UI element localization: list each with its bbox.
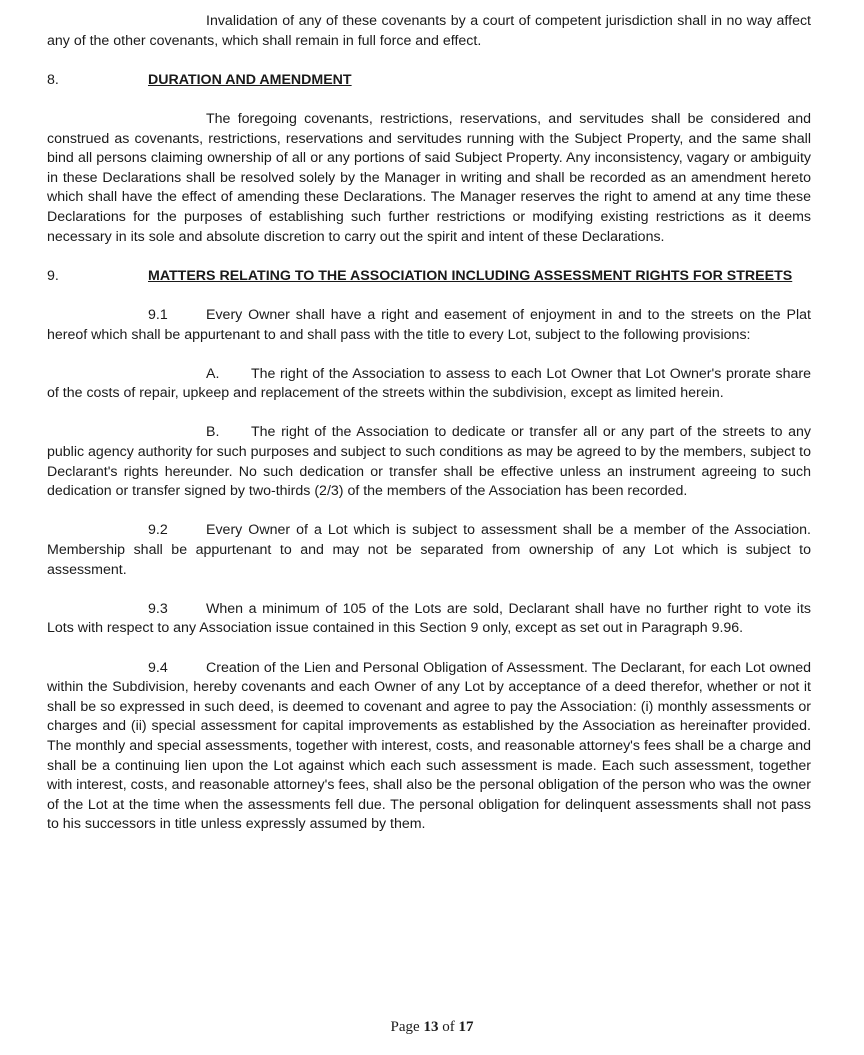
- paragraph-9-1: 9.1 Every Owner shall have a right and easement of enjoyment in and to the streets on the Plat hereof which shall be appurtenant to and shall pass with the title to every Lot, subject to the following provisions:: [47, 306, 811, 343]
- section-9-heading: [47, 267, 811, 287]
- paragraph-9-3: 9.3 When a minimum of 105 of the Lots are sold, Declarant shall have no further right to vote its Lots with respect to any Association issue contained in this Section 9 only, except as set out in Paragraph 9.96.: [47, 600, 811, 637]
- section-8-number: 8.: [47, 71, 59, 88]
- paragraph-9-1-number: 9.1: [148, 306, 168, 323]
- paragraph-9-1-a: A. The right of the Association to assess to each Lot Owner that Lot Owner's prorate share of the costs of repair, upkeep and replacement of the streets within the subdivision, except as limited herein.: [47, 365, 811, 402]
- current-page-number: 13: [423, 1019, 439, 1035]
- section-9-title: MATTERS RELATING TO THE ASSOCIATION INCLUDING ASSESSMENT RIGHTS FOR STREETS: [148, 267, 793, 284]
- paragraph-9-1-b: B. The right of the Association to dedicate or transfer all or any part of the streets to any public agency authority for such purposes and subject to such conditions as may be agreed to by the members, subject to Declarant's rights hereunder. No such dedication or transfer shall be effective unless an instrument agreeing to such dedication or transfer signed by two-thirds (2/3) of the members of the Association has been recorded.: [47, 424, 811, 500]
- paragraph-9-2: 9.2 Every Owner of a Lot which is subject to assessment shall be a member of the Association. Membership shall be appurtenant to and may not be separated from ownership of any Lot which is subject to assessment.: [47, 522, 811, 578]
- paragraph-9-3-number: 9.3: [148, 600, 168, 617]
- section-8-heading: [47, 71, 811, 91]
- total-page-count: 17: [458, 1019, 474, 1035]
- section-8-body: The foregoing covenants, restrictions, reservations, and servitudes shall be considered and construed as covenants, restrictions, reservations and servitudes running with the Subject Property, and the same shall bind all persons claiming ownership of all or any portions of said Subject Property. Any inconsistency, vagary or ambiguity in these Declarations shall be resolved solely by the Manager in writing and shall be recorded as an amendment hereto which shall have the effect of amending these Declarations. The Manager reserves the right to amend at any time these Declarations for the purposes of establishing such further restrictions or modifying existing restrictions as it deems necessary in its sole and absolute discretion to carry out the spirit and intent of these Declarations.: [47, 110, 811, 245]
- section-9-number: 9.: [47, 267, 59, 284]
- paragraph-9-4: 9.4 Creation of the Lien and Personal Obligation of Assessment. The Declarant, for each Lot owned within the Subdivision, hereby covenants and each Owner of any Lot by acceptance of a deed therefor, whether or not it shall be so expressed in such deed, is deemed to covenant and agree to pay the Association: (i) monthly assessments or charges and (ii) special assessment for capital improvements as established by the Association as hereinafter provided. The monthly and special assessments, together with interest, costs, and reasonable attorney's fees shall be a charge and shall be a continuing lien upon the Lot against which each such assessment is made. Each such assessment, together with interest, costs, and reasonable attorney's fees, shall also be the personal obligation of the person who was the owner of the Lot at the time when the assessments fell due. The personal obligation for delinquent assessments shall not pass to his successors in title unless expressly assumed by them.: [47, 659, 811, 833]
- paragraph-b-label: B.: [206, 424, 220, 441]
- section-8-title: DURATION AND AMENDMENT: [148, 71, 352, 88]
- paragraph-9-4-number: 9.4: [148, 659, 168, 676]
- paragraph-9-2-number: 9.2: [148, 522, 168, 539]
- page-of-label: of: [442, 1019, 455, 1035]
- page-label: Page: [390, 1019, 420, 1035]
- document-page: [47, 12, 811, 835]
- page-footer: [0, 1018, 864, 1038]
- paragraph-a-label: A.: [206, 365, 220, 382]
- intro-paragraph: Invalidation of any of these covenants by a court of competent jurisdiction shall in no way affect any of the other covenants, which shall remain in full force and effect.: [47, 13, 811, 49]
